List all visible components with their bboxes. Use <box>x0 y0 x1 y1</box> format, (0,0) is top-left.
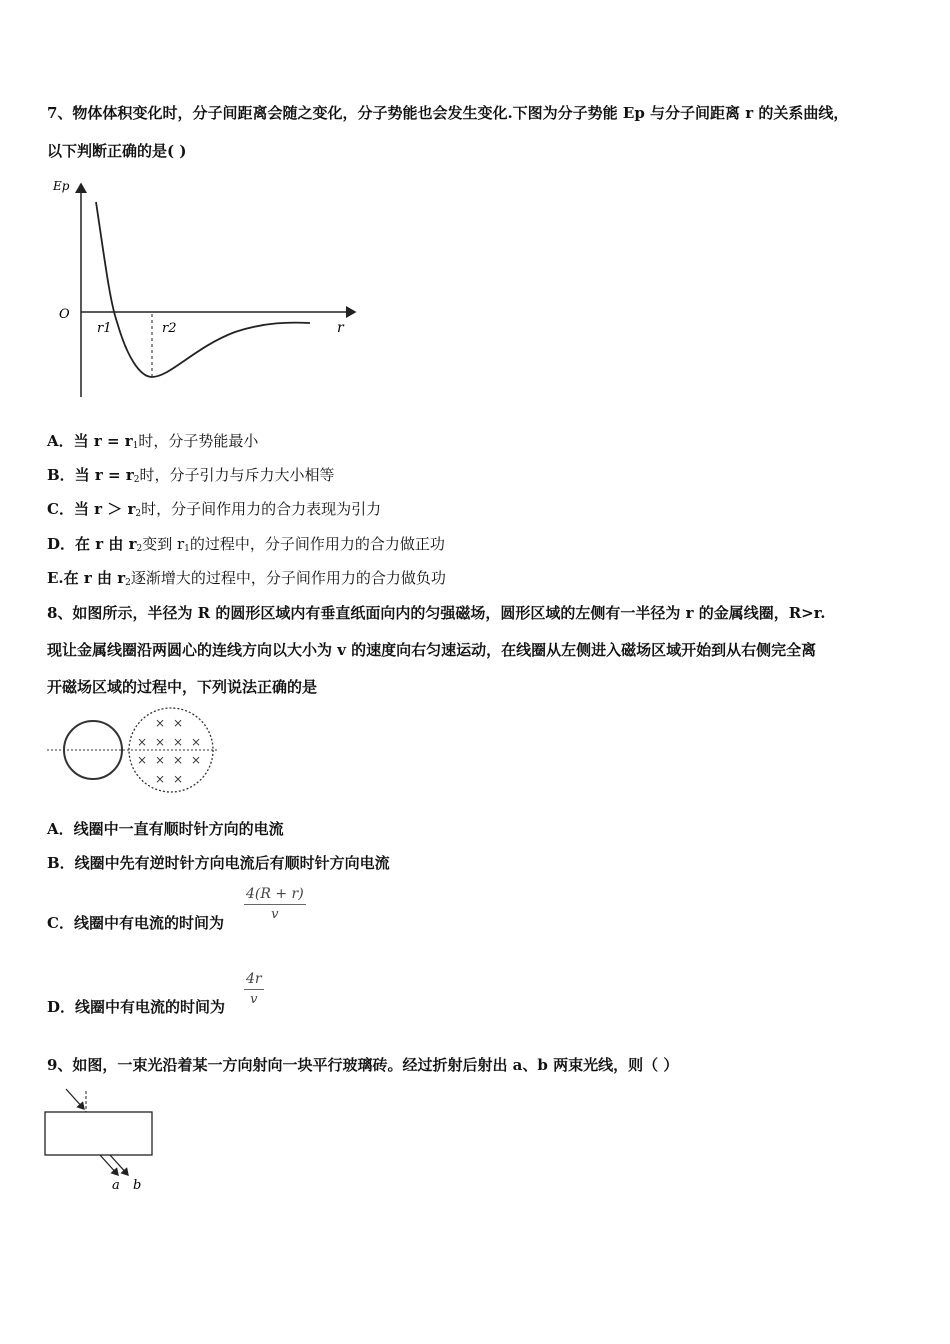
origin-label: O <box>59 307 70 322</box>
q7-option-e: E.在 r 由 $r_2$逐渐增大的过程中，分子间作用力的合力做负功 <box>47 569 446 588</box>
q7-stem-line1: 7、物体体积变化时，分子间距离会随之变化，分子势能也会发生变化.下图为分子势能 Ep 与分子间距离 r 的关系曲线， <box>47 104 849 122</box>
r-axis-label: r <box>337 320 344 336</box>
svg-text:×: × <box>172 735 184 749</box>
q7-potential-energy-graph <box>45 172 365 402</box>
svg-text:×: × <box>136 753 148 767</box>
q8-fraction-d: 4r v <box>246 971 262 1007</box>
q9-glass-brick-diagram <box>44 1083 159 1195</box>
q8-stem-line3: 开磁场区域的过程中，下列说法正确的是 <box>47 678 318 696</box>
svg-text:×: × <box>154 772 166 786</box>
q7-option-a: A．当 $r = r_1$时，分子势能最小 <box>47 432 259 451</box>
svg-text:×: × <box>154 716 166 730</box>
q8-option-b: B．线圈中先有逆时针方向电流后有顺时针方向电流 <box>47 854 390 872</box>
field-crosses <box>137 716 201 786</box>
label-a: a <box>112 1178 120 1193</box>
svg-text:×: × <box>154 753 166 767</box>
ep-label: Ep <box>53 179 70 193</box>
q7-option-b: B．当 $r = r_2$时，分子引力与斥力大小相等 <box>47 466 335 485</box>
q7-option-d: D．在 r 由 $r_2$变到 $r_1$的过程中，分子间作用力的合力做正功 <box>47 535 445 554</box>
svg-text:×: × <box>172 753 184 767</box>
r2-label: r2 <box>162 321 177 336</box>
svg-text:×: × <box>190 735 202 749</box>
incident-ray <box>66 1089 84 1109</box>
q8-option-c: C．线圈中有电流的时间为 <box>47 914 224 932</box>
ep-curve <box>96 202 310 377</box>
ray-a <box>100 1155 118 1175</box>
glass-brick <box>45 1112 152 1155</box>
label-b: b <box>133 1178 142 1193</box>
q8-option-a: A．线圈中一直有顺时针方向的电流 <box>47 820 284 838</box>
q8-stem-line1: 8、如图所示，半径为 R 的圆形区域内有垂直纸面向内的匀强磁场，圆形区域的左侧有一半径为 r 的金属线圈，R>r. <box>47 604 826 622</box>
q8-coil-field-diagram <box>45 706 220 796</box>
q8-stem-line2: 现让金属线圈沿两圆心的连线方向以大小为 v 的速度向右匀速运动，在线圈从左侧进入磁场区域开始到从右侧完全离 <box>47 641 817 659</box>
q7-option-c: C．当 $r > r_2$时，分子间作用力的合力表现为引力 <box>47 500 382 519</box>
svg-text:×: × <box>172 772 184 786</box>
svg-text:×: × <box>136 735 148 749</box>
q9-stem-line1: 9、如图，一束光沿着某一方向射向一块平行玻璃砖。经过折射后射出 a、b 两束光线，则（ ） <box>47 1056 679 1074</box>
ray-b <box>110 1155 128 1175</box>
q8-option-d: D．线圈中有电流的时间为 <box>47 998 226 1016</box>
svg-text:×: × <box>172 716 184 730</box>
svg-text:×: × <box>154 735 166 749</box>
q7-stem-line2: 以下判断正确的是( ) <box>47 142 187 160</box>
svg-text:×: × <box>190 753 202 767</box>
q8-fraction-c: 4(R + r) v <box>246 886 304 922</box>
r1-label: r1 <box>97 321 112 336</box>
